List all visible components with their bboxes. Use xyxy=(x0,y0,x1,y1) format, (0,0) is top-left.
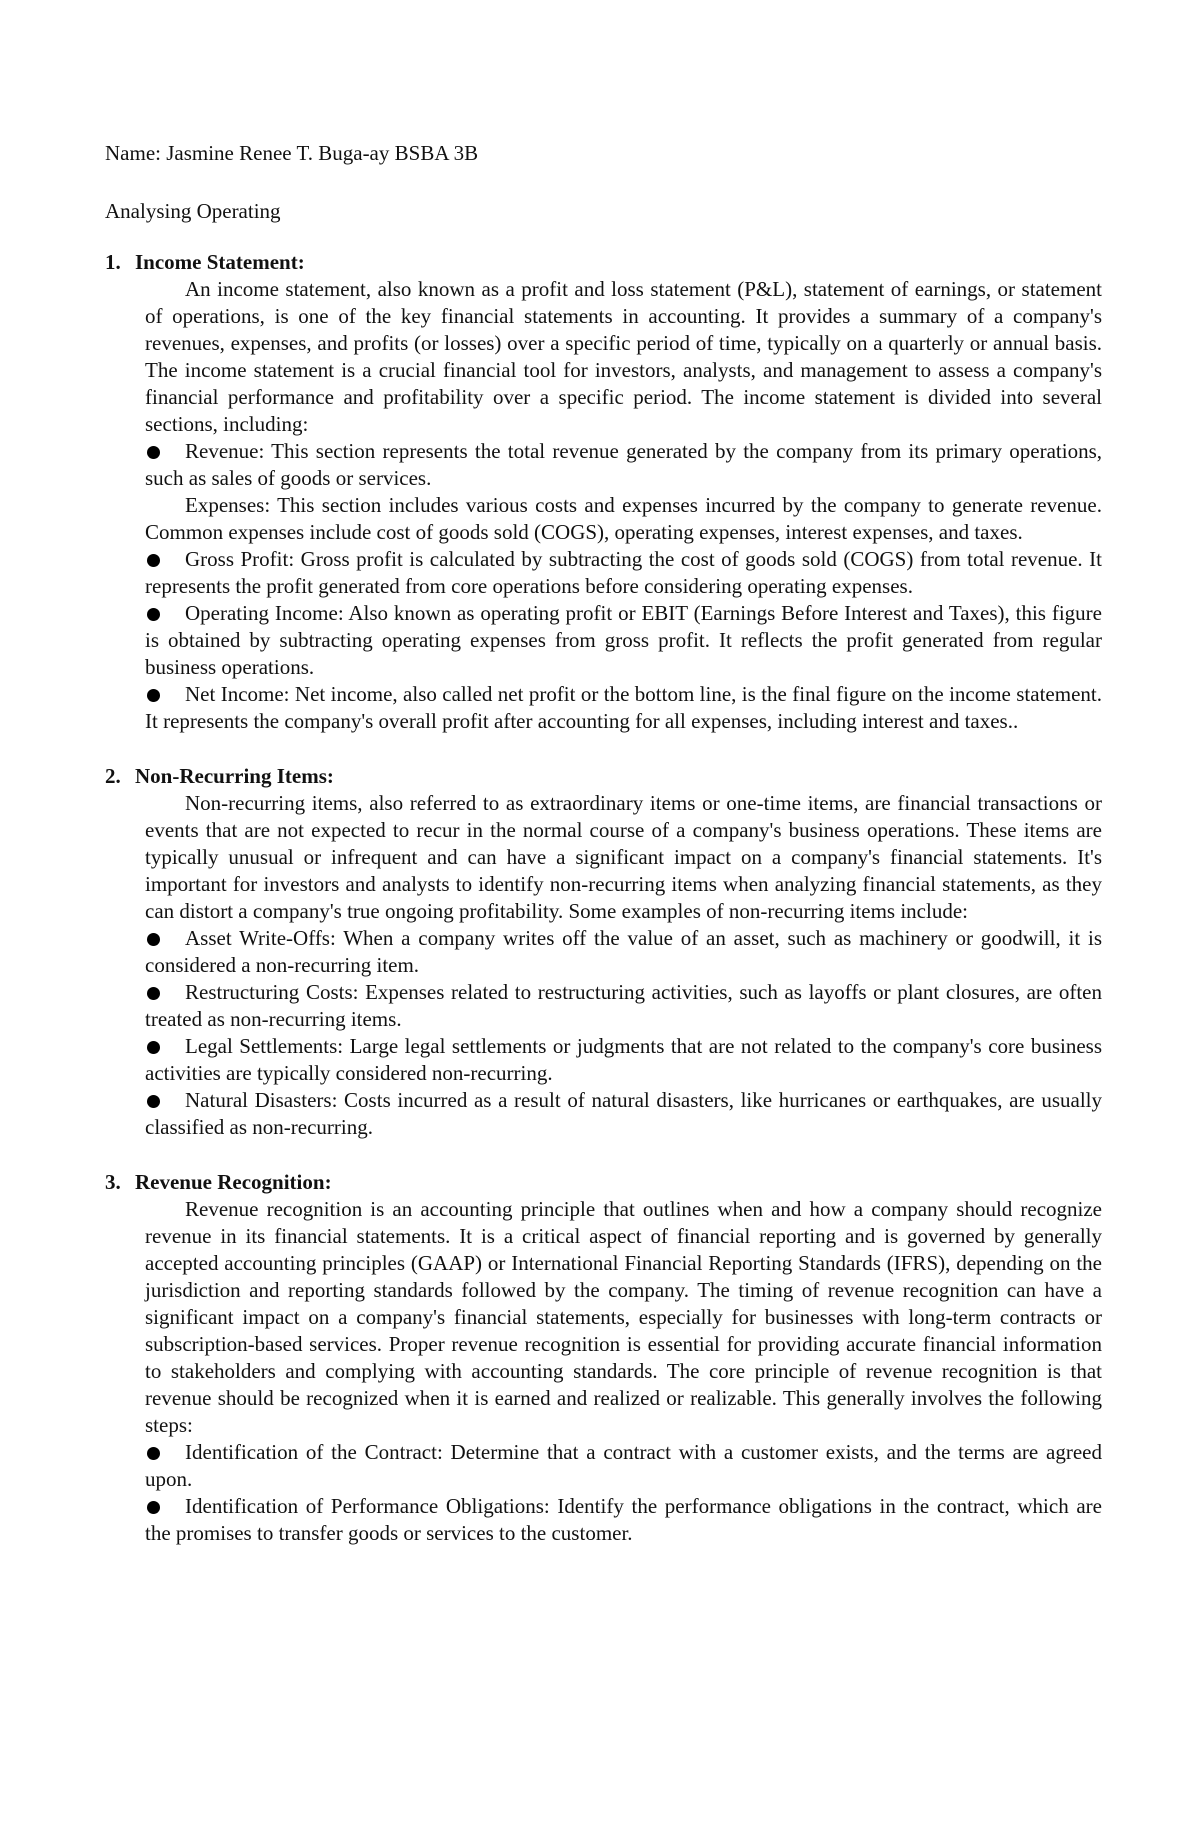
section-title: Non-Recurring Items: xyxy=(135,764,334,788)
section-intro-paragraph: Revenue recognition is an accounting principle that outlines when and how a company should recognize revenue in its financial statements. It is a critical aspect of financial reporting and is governed by generally accepted accounting principles (GAAP) or International Financial Reporting Standards (IFRS), depending on the jurisdiction and reporting standards followed by the company. The timing of revenue recognition can have a significant impact on a company's financial statements, especially for businesses with long-term contracts or subscription-based services. Proper revenue recognition is essential for providing accurate financial information to stakeholders and complying with accounting standards. The core principle of revenue recognition is that revenue should be recognized when it is earned and realized or realizable. This generally involves the following steps: xyxy=(145,1197,1102,1437)
list-item-text: Gross Profit: Gross profit is calculated by subtracting the cost of goods sold (COGS) from total revenue. It represents the profit generated from core operations before considering operating expenses. xyxy=(145,547,1102,598)
list-item-text: Identification of Performance Obligations: Identify the performance obligations in the contract, which are the promises to transfer goods or services to the customer. xyxy=(145,1494,1102,1545)
section-intro-paragraph: Non-recurring items, also referred to as extraordinary items or one-time items, are financial transactions or events that are not expected to recur in the normal course of a company's business operations. These items are typically unusual or infrequent and can have a significant impact on a company's financial statements. It's important for investors and analysts to identify non-recurring items when analyzing financial statements, as they can distort a company's true ongoing profitability. Some examples of non-recurring items include: xyxy=(145,791,1102,923)
list-item xyxy=(145,546,1102,600)
list-item xyxy=(145,925,1102,979)
bullet-icon xyxy=(147,608,160,621)
document-page xyxy=(105,140,1102,1575)
section-number: 2. xyxy=(105,764,121,788)
bullet-icon xyxy=(147,1501,160,1514)
section-number: 3. xyxy=(105,1170,121,1194)
section-body xyxy=(145,1196,1102,1547)
bullet-icon xyxy=(147,446,160,459)
list-item xyxy=(145,979,1102,1033)
bullet-icon xyxy=(147,1447,160,1460)
list-item xyxy=(145,492,1102,546)
list-item-text: Natural Disasters: Costs incurred as a result of natural disasters, like hurricanes or earthquakes, are usually classified as non-recurring. xyxy=(145,1088,1102,1139)
section-title: Income Statement: xyxy=(135,250,305,274)
bullet-icon xyxy=(147,689,160,702)
list-item-text: Identification of the Contract: Determine that a contract with a customer exists, and the terms are agreed upon. xyxy=(145,1440,1102,1491)
list-item-text: Revenue: This section represents the total revenue generated by the company from its primary operations, such as sales of goods or services. xyxy=(145,439,1102,490)
section-heading xyxy=(105,249,1102,276)
list-item xyxy=(145,600,1102,681)
list-item-text: Asset Write-Offs: When a company writes off the value of an asset, such as machinery or goodwill, it is considered a non-recurring item. xyxy=(145,926,1102,977)
section-revenue-recognition xyxy=(105,1169,1102,1547)
bullet-list xyxy=(145,925,1102,1141)
section-number: 1. xyxy=(105,250,121,274)
bullet-icon xyxy=(147,1095,160,1108)
section-non-recurring-items xyxy=(105,763,1102,1141)
list-item-text: Expenses: This section includes various costs and expenses incurred by the company to generate revenue. Common expenses include cost of goods sold (COGS), operating expenses, interest expenses, and taxes. xyxy=(145,493,1102,544)
list-item xyxy=(145,1087,1102,1141)
list-item-text: Legal Settlements: Large legal settlements or judgments that are not related to the company's core business activities are typically considered non-recurring. xyxy=(145,1034,1102,1085)
bullet-list xyxy=(145,438,1102,735)
list-item xyxy=(145,681,1102,735)
bullet-list xyxy=(145,1439,1102,1547)
document-title: Analysing Operating xyxy=(105,199,281,223)
section-heading xyxy=(105,1169,1102,1196)
list-item-text: Operating Income: Also known as operating profit or EBIT (Earnings Before Interest and Taxes), this figure is obtained by subtracting operating expenses from gross profit. It reflects the profit generated from regular business operations. xyxy=(145,601,1102,679)
student-name-line: Name: Jasmine Renee T. Buga-ay BSBA 3B xyxy=(105,141,479,165)
bullet-icon xyxy=(147,1041,160,1054)
bullet-icon xyxy=(147,933,160,946)
bullet-icon xyxy=(147,554,160,567)
section-intro-paragraph: An income statement, also known as a profit and loss statement (P&L), statement of earnings, or statement of operations, is one of the key financial statements in accounting. It provides a summary of a company's revenues, expenses, and profits (or losses) over a specific period of time, typically on a quarterly or annual basis. The income statement is a crucial financial tool for investors, analysts, and management to assess a company's financial performance and profitability over a specific period. The income statement is divided into several sections, including: xyxy=(145,277,1102,436)
section-body xyxy=(145,790,1102,1141)
section-body xyxy=(145,276,1102,735)
list-item-text: Net Income: Net income, also called net profit or the bottom line, is the final figure on the income statement. It represents the company's overall profit after accounting for all expenses, including interest and taxes.. xyxy=(145,682,1102,733)
list-item xyxy=(145,1439,1102,1493)
section-heading xyxy=(105,763,1102,790)
list-item-text: Restructuring Costs: Expenses related to restructuring activities, such as layoffs or plant closures, are often treated as non-recurring items. xyxy=(145,980,1102,1031)
list-item xyxy=(145,1493,1102,1547)
bullet-icon xyxy=(147,987,160,1000)
section-income-statement xyxy=(105,249,1102,735)
list-item xyxy=(145,1033,1102,1087)
section-title: Revenue Recognition: xyxy=(135,1170,332,1194)
list-item xyxy=(145,438,1102,492)
